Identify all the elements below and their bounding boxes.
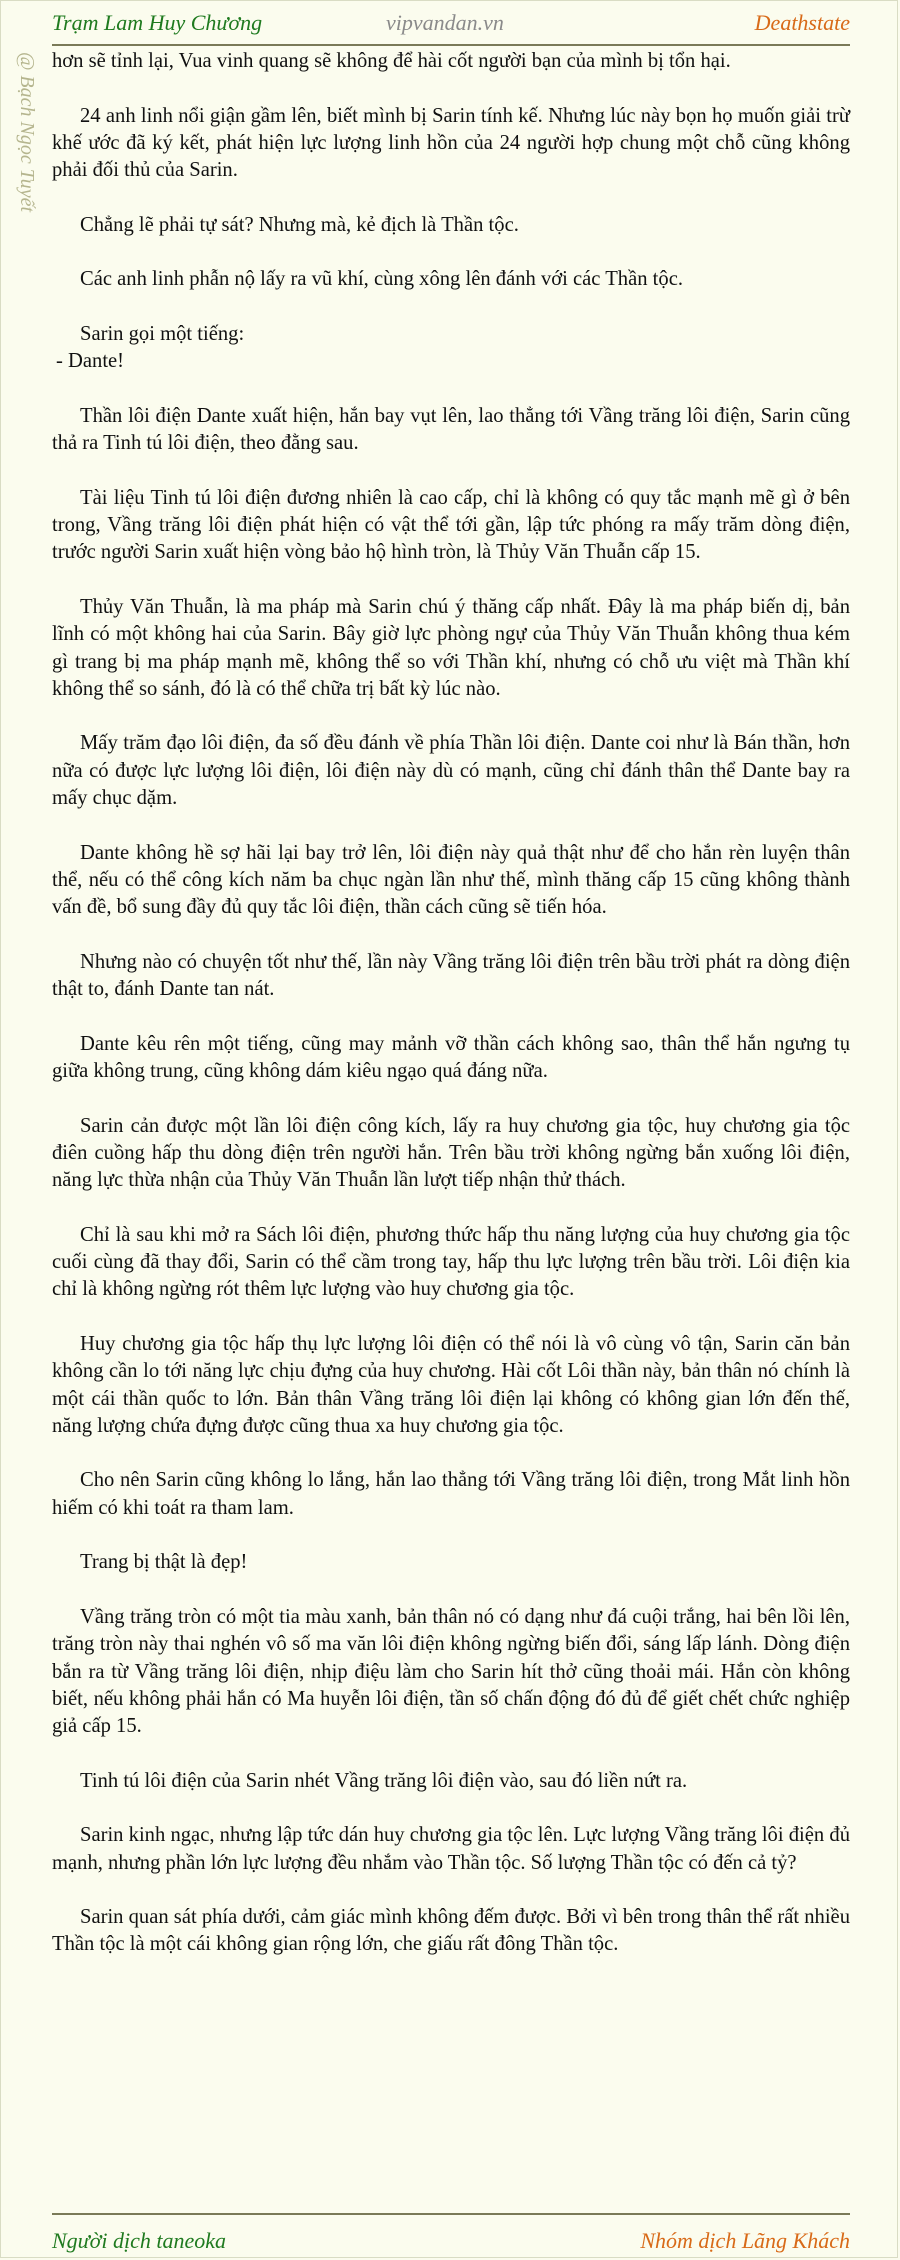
paragraph: Thủy Văn Thuẫn, là ma pháp mà Sarin chú ý thăng cấp nhất. Đây là ma pháp biến dị, bản lĩnh có một không hai của Sarin. Bây giờ lực phòng ngự của Thủy Văn Thuẫn không thua kém gì trang bị ma pháp mạnh mẽ, không thể so với Thần khí, nhưng có chỗ ưu việt mà Thần khí không thể so sánh, đó là có thể chữa trị bất kỳ lúc nào. xyxy=(52,595,850,700)
paragraph: Tinh tú lôi điện của Sarin nhét Vầng trăng lôi điện vào, sau đó liền nứt ra. xyxy=(80,1769,688,1792)
paragraph: Chỉ là sau khi mở ra Sách lôi điện, phương thức hấp thu năng lượng của huy chương gia tộc cuối cùng đã thay đổi, Sarin có thể cầm trong tay, hấp thu lực lượng trên bầu trời. Lôi điện kia chỉ là không ngừng rót thêm lực lượng vào huy chương gia tộc. xyxy=(52,1223,850,1301)
header-series: Deathstate xyxy=(754,10,850,35)
chapter-body xyxy=(52,48,850,1986)
paragraph: Sarin quan sát phía dưới, cảm giác mình không đếm được. Bởi vì bên trong thân thể rất nhiều Thần tộc là một cái không gian rộng lớn, che giấu rất đông Thần tộc. xyxy=(52,1906,850,1956)
page-footer xyxy=(52,2218,850,2254)
header-book-title: Trạm Lam Huy Chương xyxy=(52,10,263,35)
paragraph: 24 anh linh nổi giận gầm lên, biết mình bị Sarin tính kế. Nhưng lúc này bọn họ muốn giải trừ khế ước đã ký kết, phát hiện lực lượng linh hồn của 24 người hợp chung một chỗ cũng không phải đối thủ của Sarin. xyxy=(52,104,850,182)
dialog-line: - Dante! xyxy=(56,350,125,373)
paragraph: Các anh linh phẫn nộ lấy ra vũ khí, cùng xông lên đánh với các Thần tộc. xyxy=(80,268,683,291)
paragraph: Trang bị thật là đẹp! xyxy=(80,1551,248,1574)
paragraph: Vầng trăng tròn có một tia màu xanh, bản thân nó có dạng như đá cuội trắng, hai bên lồi lên, trăng tròn này thai nghén vô số ma văn lôi điện không ngừng biến đổi, sáng lấp lánh. Dòng điện bắn ra từ Vầng trăng lôi điện, nhịp điệu làm cho Sarin hít thở cũng thoải mái. Hắn còn không biết, nếu không phải hắn có Ma huyễn lôi điện, tần số chấn động đó đủ để giết chết chức nghiệp giả cấp 15. xyxy=(52,1605,850,1738)
paragraph xyxy=(52,321,850,376)
footer-translator: Người dịch taneoka xyxy=(52,2228,227,2253)
paragraph: Chẳng lẽ phải tự sát? Nhưng mà, kẻ địch là Thần tộc. xyxy=(80,213,519,236)
page-header xyxy=(52,0,850,44)
side-credit: @ Bạch Ngọc Tuyết xyxy=(16,52,38,213)
footer-group: Nhóm dịch Lãng Khách xyxy=(640,2228,850,2253)
paragraph: Tài liệu Tinh tú lôi điện đương nhiên là cao cấp, chỉ là không có quy tắc mạnh mẽ gì ở bên trong, Vầng trăng lôi điện phát hiện có vật thể tới gần, lập tức phóng ra mấy trăm dòng điện, trước người Sarin xuất hiện vòng bảo hộ hình tròn, là Thủy Văn Thuẫn cấp 15. xyxy=(52,486,850,564)
paragraph: Sarin cản được một lần lôi điện công kích, lấy ra huy chương gia tộc, huy chương gia tộc điên cuồng hấp thu dòng điện trên người hắn. Trên bầu trời không ngừng bắn xuống lôi điện, năng lực thừa nhận của Thủy Văn Thuẫn lần lượt tiếp nhận thử thách. xyxy=(52,1114,850,1192)
paragraph: Dante kêu rên một tiếng, cũng may mảnh vỡ thần cách không sao, thân thể hắn ngưng tụ giữa không trung, cũng không dám kiêu ngạo quá đáng nữa. xyxy=(52,1032,850,1082)
paragraph: Mấy trăm đạo lôi điện, đa số đều đánh về phía Thần lôi điện. Dante coi như là Bán thần, hơn nữa có được lực lượng lôi điện, lôi điện này dù có mạnh, cũng chỉ đánh thân thể Dante bay ra mấy chục dặm. xyxy=(52,732,850,810)
paragraph: Thần lôi điện Dante xuất hiện, hắn bay vụt lên, lao thẳng tới Vầng trăng lôi điện, Sarin cũng thả ra Tinh tú lôi điện, theo đằng sau. xyxy=(52,404,850,455)
paragraph: Sarin kinh ngạc, nhưng lập tức dán huy chương gia tộc lên. Lực lượng Vầng trăng lôi điện đủ mạnh, nhưng phần lớn lực lượng đều nhắm vào Thần tộc. Số lượng Thần tộc có đến cả tỷ? xyxy=(52,1824,850,1874)
paragraph: Nhưng nào có chuyện tốt như thế, lần này Vầng trăng lôi điện trên bầu trời phát ra dòng điện thật to, đánh Dante tan nát. xyxy=(52,950,850,1001)
paragraph: hơn sẽ tỉnh lại, Vua vinh quang sẽ không để hài cốt người bạn của mình bị tổn hại. xyxy=(52,50,731,72)
header-rule xyxy=(52,44,850,46)
footer-rule xyxy=(52,2213,850,2215)
paragraph: Dante không hề sợ hãi lại bay trở lên, lôi điện này quả thật như để cho hắn rèn luyện thân thể, nếu có thể công kích năm ba chục ngàn lần như thế, mình thăng cấp 15 cũng không thành vấn đề, bổ sung đầy đủ quy tắc lôi điện, thần cách cũng sẽ tiến hóa. xyxy=(52,841,850,919)
header-site: vipvandan.vn xyxy=(386,10,504,35)
paragraph: Huy chương gia tộc hấp thụ lực lượng lôi điện có thể nói là vô cùng vô tận, Sarin căn bản không cần lo tới năng lực chịu đựng của huy chương. Hài cốt Lôi thần này, bản thân nó chính là một cái thần quốc to lớn. Bản thân Vầng trăng lôi điện lại không có không gian lớn đến thế, năng lượng chứa đựng được cũng thua xa huy chương gia tộc. xyxy=(52,1332,850,1437)
dialog-line: Sarin gọi một tiếng: xyxy=(80,322,245,345)
paragraph: Cho nên Sarin cũng không lo lắng, hắn lao thẳng tới Vầng trăng lôi điện, trong Mắt linh hồn hiếm có khi toát ra tham lam. xyxy=(52,1469,850,1519)
